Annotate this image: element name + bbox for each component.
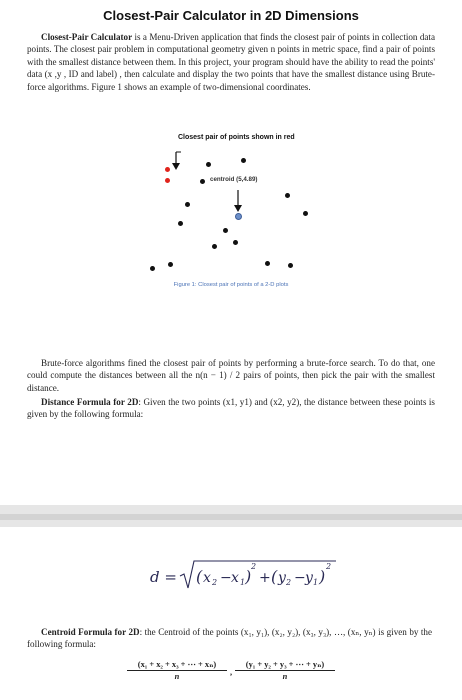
data-point xyxy=(150,266,155,271)
data-point xyxy=(303,211,308,216)
page-title: Closest-Pair Calculator in 2D Dimensions xyxy=(103,8,359,23)
var-x1: x xyxy=(231,570,239,586)
centroid-separator: , xyxy=(230,668,233,677)
page-separator-bar xyxy=(0,514,462,520)
data-point xyxy=(206,162,211,167)
intro-lead: Closest-Pair Calculator xyxy=(41,32,133,42)
data-point xyxy=(241,158,246,163)
centroid-lead: Centroid Formula for 2D xyxy=(41,627,140,637)
centroid-formula xyxy=(127,659,367,689)
centroid-point xyxy=(235,213,242,220)
plus: + xyxy=(259,570,271,586)
figure-arrows xyxy=(0,130,462,300)
centroid-y-numerator: (y₁ + y₂ + y₃ + ⋯ + yₙ) xyxy=(235,659,335,671)
data-point xyxy=(178,221,183,226)
exp-2: 2 xyxy=(326,562,332,571)
distance-text: : Given the two points (x1, y1) and (x2, y2), the distance between these points is given by the following formula: xyxy=(27,397,435,420)
distance-paragraph xyxy=(27,396,435,421)
data-point xyxy=(288,263,293,268)
centroid-x-denominator: n xyxy=(174,672,180,681)
data-point xyxy=(212,244,217,249)
centroid-x-fraction xyxy=(127,659,227,681)
minus-2: − xyxy=(294,570,306,586)
red-point-lower xyxy=(165,178,170,183)
centroid-arrow-head xyxy=(234,205,242,212)
sub-x1: 1 xyxy=(240,578,246,587)
centroid-x-numerator: (x₁ + x₂ + x₃ + ⋯ + xₙ) xyxy=(127,659,227,671)
title-arrow-head xyxy=(172,163,180,170)
figure-caption: Figure 1: Closest pair of points of a 2-D plots xyxy=(173,282,289,288)
intro-text: is a Menu-Driven application that finds the closest pair of points in collection data points. The closest pair problem in computational geometry given n points in metric space, find a pair of points with the smallest distance between them. In this project, your program should have the ability to read the points' data (x ,y , ID and label) , then calculate and display the two points that have the smallest distance using Brute-force algorithms. Figure 1 shows an example of two-dimensional coordinates. xyxy=(27,32,435,92)
var-x2: x xyxy=(203,570,211,586)
red-point-upper xyxy=(165,167,170,172)
centroid-paragraph xyxy=(27,626,432,651)
data-point xyxy=(265,261,270,266)
data-point xyxy=(233,240,238,245)
data-point xyxy=(185,202,190,207)
data-point xyxy=(223,228,228,233)
paren-open-1: ( xyxy=(196,567,203,586)
sub-y1: 1 xyxy=(313,578,319,587)
paren-close-1: ) xyxy=(245,567,252,586)
var-y1: y xyxy=(305,570,313,586)
centroid-label: centroid (5,4.89) xyxy=(210,176,258,183)
distance-lead: Distance Formula for 2D xyxy=(41,397,139,407)
paren-close-2: ) xyxy=(319,567,326,586)
centroid-text: : the Centroid of the points (x₁, y₁), (x₂, y₂), (x₃, y₃), …, (xₙ, yₙ) is given by the following formula: xyxy=(27,627,433,650)
minus-1: − xyxy=(220,570,232,586)
data-point xyxy=(285,193,290,198)
centroid-y-fraction xyxy=(235,659,335,681)
exp-1: 2 xyxy=(251,562,257,571)
figure-closest-pair xyxy=(0,130,462,300)
sub-x2: 2 xyxy=(212,578,218,587)
intro-paragraph xyxy=(27,31,435,93)
brute-force-paragraph: Brute-force algorithms fined the closest pair of points by performing a brute-force search. To do that, one could compute the distances between all the n(n − 1) / 2 pairs of points, then pick the pair with the smallest distance. xyxy=(27,358,435,393)
data-point xyxy=(200,179,205,184)
sub-y2: 2 xyxy=(286,578,292,587)
formula-lhs: d = xyxy=(150,568,177,586)
page-separator xyxy=(0,505,462,527)
centroid-y-denominator: n xyxy=(282,672,288,681)
data-point xyxy=(168,262,173,267)
var-y2: y xyxy=(278,570,286,586)
figure-title: Closest pair of points shown in red xyxy=(178,134,295,141)
paren-open-2: ( xyxy=(271,567,278,586)
distance-formula xyxy=(150,556,350,596)
